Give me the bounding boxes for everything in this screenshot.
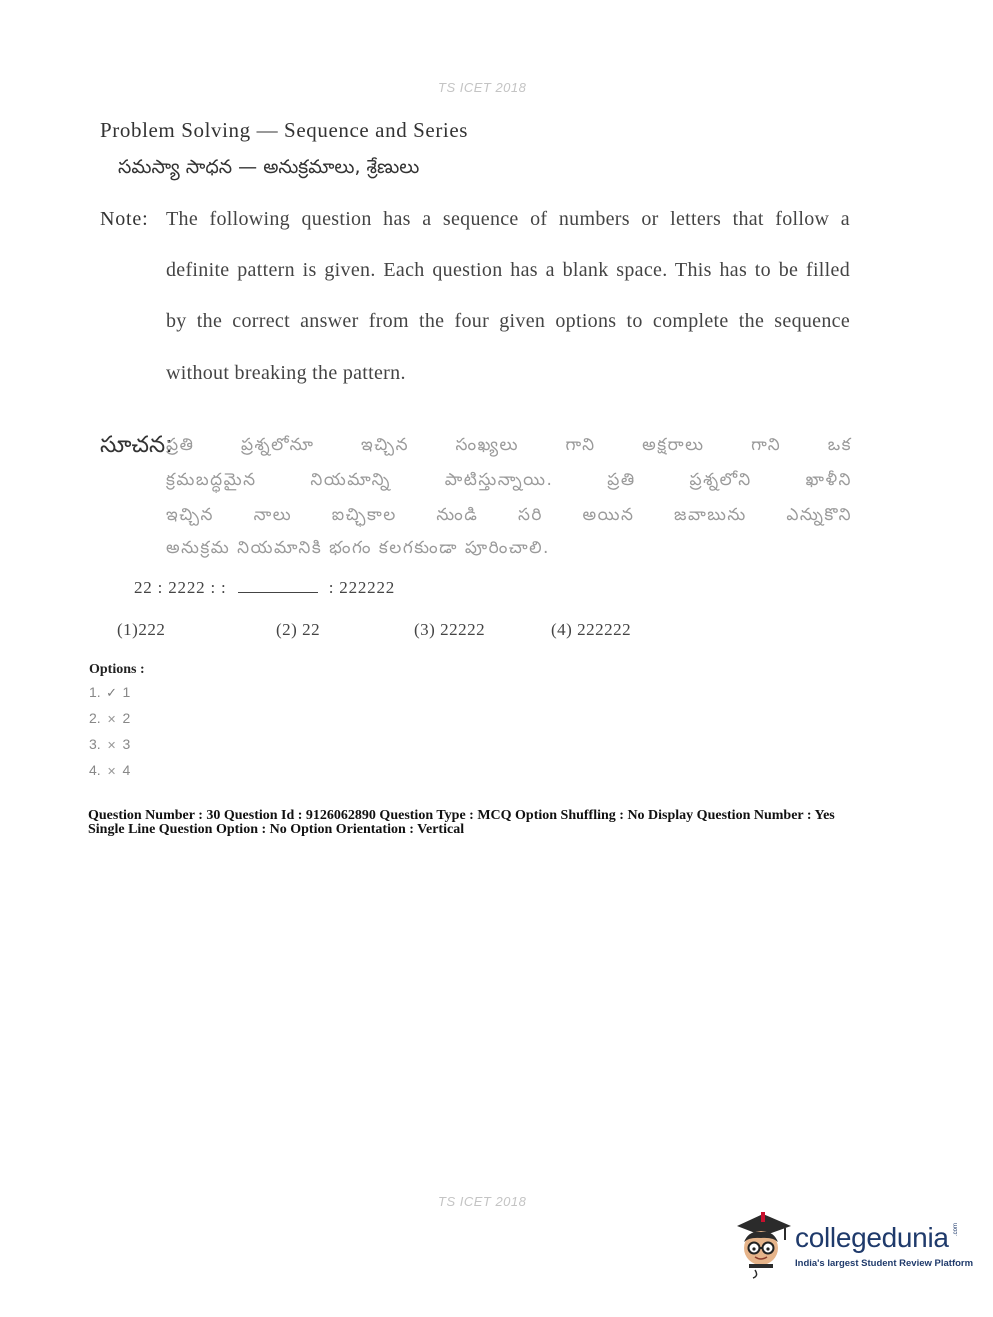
section-title-english: Problem Solving — Sequence and Series (100, 118, 469, 142)
answer-blank (238, 580, 318, 593)
section-title-telugu: సమస్యా సాధన — అనుక్రమాలు, శ్రేణులు (118, 156, 420, 178)
option-row-4 (89, 762, 130, 778)
note-line-1: The following question has a sequence of numbers or letters that follow a (166, 208, 850, 230)
options-label: Options : (89, 662, 145, 677)
choice-3: (3) 22222 (414, 620, 486, 639)
choice-1: (1)222 (117, 620, 166, 639)
option-value: 4 (122, 762, 131, 778)
option-value: 2 (122, 710, 131, 726)
option-row-3 (89, 736, 130, 752)
option-row-2 (89, 710, 130, 726)
suchana-line-3: ఇచ్చిన నాలు ఐచ్ఛికాల నుండి సరి అయిన జవాబును ఎన్నుకొని (166, 505, 852, 525)
collegedunia-wordmark: collegedunia (795, 1222, 949, 1253)
choice-2: (2) 22 (276, 620, 321, 639)
cross-icon: ✕ (106, 766, 117, 778)
cross-icon: ✕ (106, 740, 117, 752)
collegedunia-domain: .com (953, 1222, 959, 1236)
suchana-line-1: ప్రతి ప్రశ్నలోనూ ఇచ్చిన సంఖ్యలు గాని అక్షరాలు గాని ఒక (166, 435, 852, 455)
question-meta-line-2: Single Line Question Option : No Option Orientation : Vertical (88, 822, 465, 837)
option-number: 4. (89, 762, 101, 778)
cross-icon: ✕ (106, 714, 117, 726)
option-row-1 (89, 684, 130, 701)
suchana-line-4: అనుక్రమ నియమానికి భంగం కలగకుండా పూరించాలి. (166, 538, 550, 558)
check-icon: ✓ (106, 685, 118, 700)
question-left: 22 : 2222 : : (134, 578, 227, 597)
option-value: 3 (122, 736, 131, 752)
option-number: 3. (89, 736, 101, 752)
option-value: 1 (122, 684, 131, 700)
footer-watermark: TS ICET 2018 (438, 1194, 527, 1209)
collegedunia-tagline: India's largest Student Review Platform (795, 1258, 974, 1269)
option-number: 1. (89, 684, 101, 700)
option-number: 2. (89, 710, 101, 726)
note-line-3: by the correct answer from the four given options to complete the sequence (166, 310, 850, 332)
note-line-2: definite pattern is given. Each question has a blank space. This has to be filled (166, 259, 850, 281)
collegedunia-mascot-icon (733, 1210, 795, 1280)
suchana-label: సూచన: (100, 432, 173, 458)
header-watermark: TS ICET 2018 (438, 80, 527, 95)
suchana-line-2: క్రమబద్ధమైన నియమాన్ని పాటిస్తున్నాయి. ప్రతి ప్రశ్నలోని ఖాళీని (166, 470, 852, 490)
note-line-4: without breaking the pattern. (166, 362, 406, 384)
question-meta-line-1: Question Number : 30 Question Id : 9126062890 Question Type : MCQ Option Shuffling : No Display Question Number : Yes (88, 808, 835, 823)
question-right: : 222222 (328, 578, 396, 597)
choice-4: (4) 222222 (551, 620, 632, 639)
question-sequence (134, 578, 395, 598)
note-label: Note: (100, 208, 149, 230)
